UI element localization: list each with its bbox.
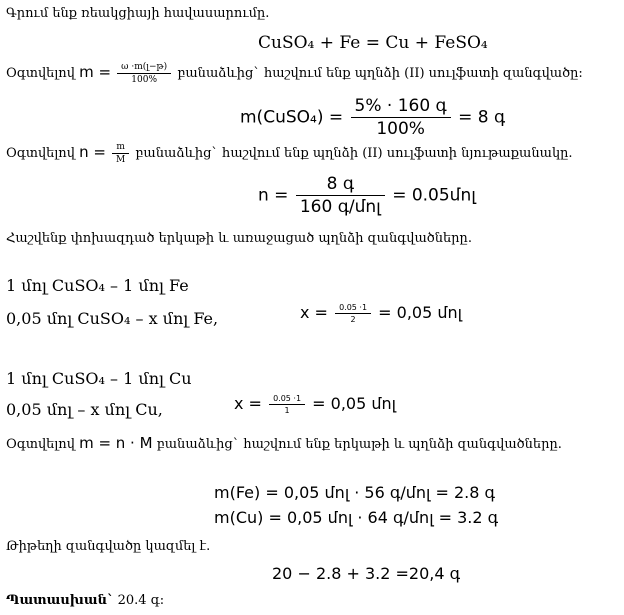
sentence-prefix: Օգտվելով bbox=[6, 437, 75, 452]
equation-fraction bbox=[351, 96, 451, 139]
formula-inline: m = n · M bbox=[79, 434, 153, 452]
amount-formula-sentence bbox=[6, 142, 573, 165]
ratio-line-4: 0,05 մոլ – x մոլ Cu, bbox=[6, 400, 163, 419]
ratio-line-2: 0,05 մոլ CuSO₄ – x մոլ Fe, bbox=[6, 309, 219, 328]
equation-rhs: = 0.05մոլ bbox=[392, 185, 476, 206]
amount-fraction bbox=[112, 142, 129, 165]
answer-value: 20.4 գ: bbox=[113, 593, 165, 608]
sentence-suffix: բանաձևից` հաշվում ենք պղնձի (II) սուլֆատի զանգվածը: bbox=[177, 66, 583, 81]
fraction-denominator: 100% bbox=[376, 119, 425, 139]
calculate-masses-sentence: Հաշվենք փոխազդած երկաթի և առաջացած պղնձի զանգվածները. bbox=[6, 231, 472, 246]
equation-rhs: = 8 գ bbox=[458, 107, 506, 128]
masses-formula-sentence bbox=[6, 434, 562, 452]
plate-mass-sentence: Թիթեղի զանգվածը կազմել է. bbox=[6, 539, 211, 554]
fraction-denominator: 160 գ/մոլ bbox=[299, 197, 381, 217]
equation-lhs: n = bbox=[258, 185, 289, 206]
x-fe-equation bbox=[300, 303, 462, 324]
final-equation: 20 − 2.8 + 3.2 =20,4 գ bbox=[272, 564, 461, 583]
formula-lhs: m = bbox=[79, 63, 112, 81]
equation-fraction bbox=[335, 303, 371, 324]
fraction-numerator: 8 գ bbox=[296, 174, 385, 196]
fraction-numerator: 5% · 160 գ bbox=[351, 96, 451, 118]
ratio-line-1: 1 մոլ CuSO₄ – 1 մոլ Fe bbox=[6, 276, 189, 295]
equation-fraction bbox=[269, 394, 305, 415]
sentence-suffix: բանաձևից` հաշվում ենք պղնձի (II) սուլֆատի նյութաքանակը. bbox=[135, 146, 573, 161]
mass-fraction bbox=[117, 62, 171, 85]
fraction-numerator: m bbox=[112, 142, 129, 154]
fraction-numerator: 0.05 ·1 bbox=[269, 394, 305, 405]
equation-fraction bbox=[296, 174, 385, 217]
fraction-denominator: 2 bbox=[350, 315, 356, 324]
equation-rhs: = 0,05 մոլ bbox=[312, 394, 396, 413]
answer-label: Պատասխան` bbox=[6, 593, 114, 608]
formula-lhs: n = bbox=[79, 143, 106, 161]
copper-mass-equation: m(Cu) = 0,05 մոլ · 64 գ/մոլ = 3.2 գ bbox=[214, 508, 499, 527]
sentence-prefix: Օգտվելով bbox=[6, 66, 75, 81]
x-cu-equation bbox=[234, 394, 396, 415]
intro-sentence: Գրում ենք ռեակցիայի հավասարումը. bbox=[6, 6, 270, 21]
fraction-numerator: ω ·m(լ−թ) bbox=[117, 62, 171, 74]
cuso4-mass-equation bbox=[240, 96, 505, 139]
equation-lhs: m(CuSO₄) = bbox=[240, 107, 344, 128]
sentence-suffix: բանաձևից` հաշվում ենք երկաթի և պղնձի զանգվածները. bbox=[156, 437, 562, 452]
mass-formula-sentence bbox=[6, 62, 583, 85]
equation-rhs: = 0,05 մոլ bbox=[378, 303, 462, 322]
equation-lhs: x = bbox=[300, 303, 328, 322]
fraction-denominator: M bbox=[116, 155, 126, 165]
answer-line bbox=[6, 593, 164, 608]
equation-lhs: x = bbox=[234, 394, 262, 413]
fraction-denominator: 100% bbox=[131, 75, 158, 85]
cuso4-amount-equation bbox=[258, 174, 476, 217]
reaction-equation: CuSO₄ + Fe = Cu + FeSO₄ bbox=[258, 33, 488, 53]
sentence-prefix: Օգտվելով bbox=[6, 146, 75, 161]
fraction-numerator: 0.05 ·1 bbox=[335, 303, 371, 314]
iron-mass-equation: m(Fe) = 0,05 մոլ · 56 գ/մոլ = 2.8 գ bbox=[214, 483, 496, 502]
fraction-denominator: 1 bbox=[284, 406, 290, 415]
ratio-line-3: 1 մոլ CuSO₄ – 1 մոլ Cu bbox=[6, 369, 192, 388]
